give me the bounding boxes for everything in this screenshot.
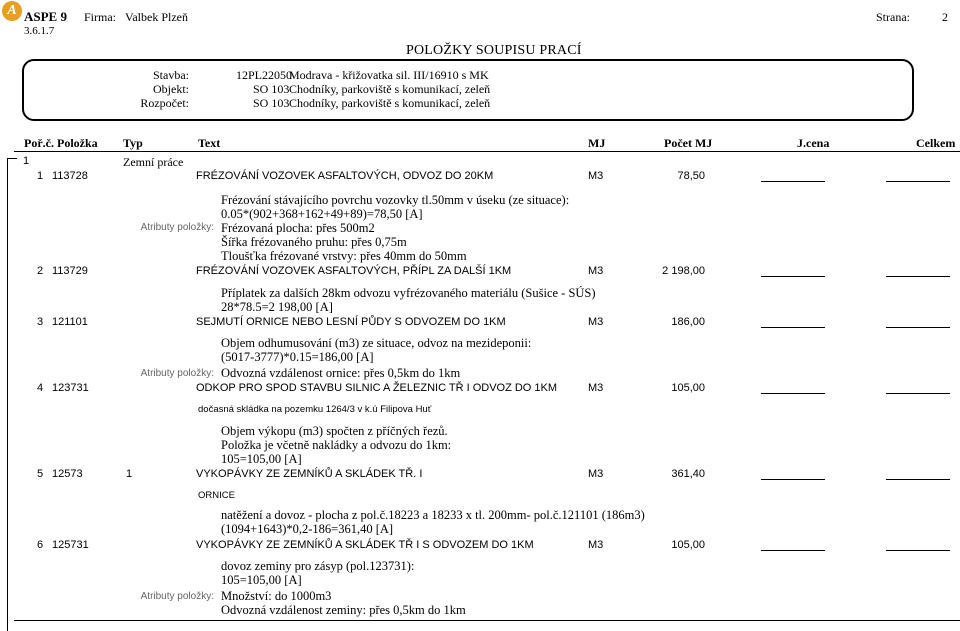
item-2-mj: M3	[588, 265, 604, 277]
col-header-jcena: J.cena	[797, 136, 830, 150]
item-5-total-blank	[886, 479, 950, 480]
section-bracket	[7, 158, 8, 631]
app-version: 3.6.1.7	[24, 25, 55, 37]
item-3-qty: 186,00	[671, 316, 705, 328]
item-4-note-3: 105=105,00 [A]	[221, 452, 302, 466]
item-1-note-1: Frézování stávajícího povrchu vozovky tl.50mm v úseku (ze situace):	[221, 193, 570, 207]
item-3-attr-label: Atributy položky:	[140, 368, 214, 379]
app-name: ASPE 9	[24, 9, 67, 24]
item-3-total-blank	[886, 327, 950, 328]
item-4-mj: M3	[588, 382, 604, 394]
header-separator	[14, 151, 960, 152]
item-6-note-1: dovoz zeminy pro zásyp (pol.123731):	[221, 559, 415, 573]
objekt-label: Objekt:	[153, 82, 189, 96]
item-4-unit-price-blank	[761, 393, 825, 394]
objekt-name: Chodníky, parkoviště s komunikací, zeleň	[289, 82, 491, 96]
item-2-text: FRÉZOVÁNÍ VOZOVEK ASFALTOVÝCH, PŘÍPL ZA DALŠÍ 1KM	[196, 265, 512, 277]
item-3-mj: M3	[588, 316, 604, 328]
item-1-attr-label: Atributy položky:	[140, 222, 214, 233]
col-header-mj: MJ	[588, 136, 606, 150]
item-4-code: 123731	[52, 382, 89, 394]
item-2-total-blank	[886, 276, 950, 277]
rozpocet-label: Rozpočet:	[140, 96, 189, 110]
item-5-unit-price-blank	[761, 479, 825, 480]
item-6-note-2: 105=105,00 [A]	[221, 573, 302, 587]
item-1-number: 1	[37, 170, 44, 182]
item-5-number: 5	[37, 468, 44, 480]
item-3-code: 121101	[52, 316, 88, 328]
item-2-code: 113729	[52, 265, 88, 277]
item-6-note-4: Odvozná vzdálenost zeminy: přes 0,5km do 1km	[221, 603, 466, 617]
section-bracket-top	[7, 158, 17, 159]
item-4-subtext: dočasná skládka na pozemku 1264/3 v k.ú Filipova Huť	[198, 404, 432, 415]
item-5-text: VYKOPÁVKY ZE ZEMNÍKŮ A SKLÁDEK TŘ. I	[196, 468, 423, 480]
item-6-mj: M3	[588, 539, 604, 551]
item-1-code: 113728	[52, 170, 88, 182]
item-3-note-3: Odvozná vzdálenost ornice: přes 0,5km do 1km	[221, 366, 461, 380]
item-1-total-blank	[886, 181, 950, 182]
stavba-name: Modrava - křižovatka sil. III/16910 s MK	[289, 68, 489, 82]
item-5-type: 1	[126, 468, 133, 480]
item-2-note-2: 28*78.5=2 198,00 [A]	[221, 300, 333, 314]
section-title: Zemní práce	[123, 155, 184, 169]
item-3-note-2: (5017-3777)*0.15=186,00 [A]	[221, 350, 374, 364]
section-number: 1	[23, 155, 30, 167]
col-header-poradi: Poř.č.	[24, 136, 54, 150]
item-6-code: 125731	[52, 539, 89, 551]
stavba-label: Stavba:	[153, 68, 189, 82]
item-4-note-1: Objem výkopu (m3) spočten z příčných řezů.	[221, 424, 448, 438]
item-4-total-blank	[886, 393, 950, 394]
col-header-pocet-mj: Počet MJ	[664, 136, 713, 150]
item-1-mj: M3	[588, 170, 604, 182]
item-6-number: 6	[37, 539, 44, 551]
item-2-note-1: Příplatek za dalších 28km odvozu vyfrézovaného materiálu (Sušice - SÚS)	[221, 286, 596, 300]
item-2-qty: 2 198,00	[662, 265, 705, 277]
item-3-unit-price-blank	[761, 327, 825, 328]
item-2-unit-price-blank	[761, 276, 825, 277]
item-6-total-blank	[886, 550, 950, 551]
item-5-qty: 361,40	[671, 468, 705, 480]
item-1-unit-price-blank	[761, 181, 825, 182]
firm-value: Valbek Plzeň	[125, 10, 188, 24]
stavba-code: 12PL22050	[236, 68, 293, 82]
item-5-note-1: natěžení a dovoz - plocha z pol.č.18223 a 18233 x tl. 200mm- pol.č.121101 (186m3)	[221, 508, 645, 522]
rozpocet-name: Chodníky, parkoviště s komunikací, zeleň	[289, 96, 491, 110]
item-5-code: 12573	[52, 468, 83, 480]
item-5-note-2: (1094+1643)*0,2-186=361,40 [A]	[221, 522, 394, 536]
item-3-note-1: Objem odhumusování (m3) ze situace, odvoz na mezideponii:	[221, 336, 532, 350]
item-1-qty: 78,50	[677, 170, 705, 182]
item-1-note-2: 0.05*(902+368+162+49+89)=78,50 [A]	[221, 207, 423, 221]
page-title: POLOŽKY SOUPISU PRACÍ	[406, 43, 582, 58]
item-1-text: FRÉZOVÁNÍ VOZOVEK ASFALTOVÝCH, ODVOZ DO 20KM	[196, 170, 494, 182]
aspe-logo-icon: A	[2, 1, 22, 21]
item-2-number: 2	[37, 265, 44, 277]
item-6-attr-label: Atributy položky:	[140, 591, 214, 602]
item-6-text: VYKOPÁVKY ZE ZEMNÍKŮ A SKLÁDEK TŘ I S ODVOZEM DO 1KM	[196, 539, 534, 551]
col-header-text: Text	[198, 136, 221, 150]
bottom-separator	[14, 620, 960, 621]
item-4-qty: 105,00	[671, 382, 705, 394]
rozpocet-code: SO 103	[253, 96, 290, 110]
item-5-subtext: ORNICE	[198, 490, 235, 501]
page-number: 2	[942, 10, 948, 24]
item-4-note-2: Položka je včetně nakládky a odvozu do 1km:	[221, 438, 452, 452]
item-6-qty: 105,00	[671, 539, 705, 551]
item-3-number: 3	[37, 316, 44, 328]
firm-label: Firma:	[84, 10, 116, 24]
item-5-mj: M3	[588, 468, 604, 480]
item-1-note-5: Tloušťka frézované vrstvy: přes 40mm do 50mm	[221, 249, 467, 263]
item-1-note-3: Frézovaná plocha: přes 500m2	[221, 221, 375, 235]
col-header-typ: Typ	[123, 136, 143, 150]
col-header-polozka: Položka	[57, 136, 98, 150]
page-label: Strana:	[876, 10, 910, 24]
item-6-unit-price-blank	[761, 550, 825, 551]
objekt-code: SO 103	[253, 82, 290, 96]
item-1-note-4: Šířka frézovaného pruhu: přes 0,75m	[221, 235, 407, 249]
item-6-note-3: Množství: do 1000m3	[221, 589, 332, 603]
item-3-text: SEJMUTÍ ORNICE NEBO LESNÍ PŮDY S ODVOZEM DO 1KM	[196, 316, 506, 328]
col-header-celkem: Celkem	[916, 136, 956, 150]
item-4-number: 4	[37, 382, 44, 394]
item-4-text: ODKOP PRO SPOD STAVBU SILNIC A ŽELEZNIC TŘ I ODVOZ DO 1KM	[196, 382, 558, 394]
